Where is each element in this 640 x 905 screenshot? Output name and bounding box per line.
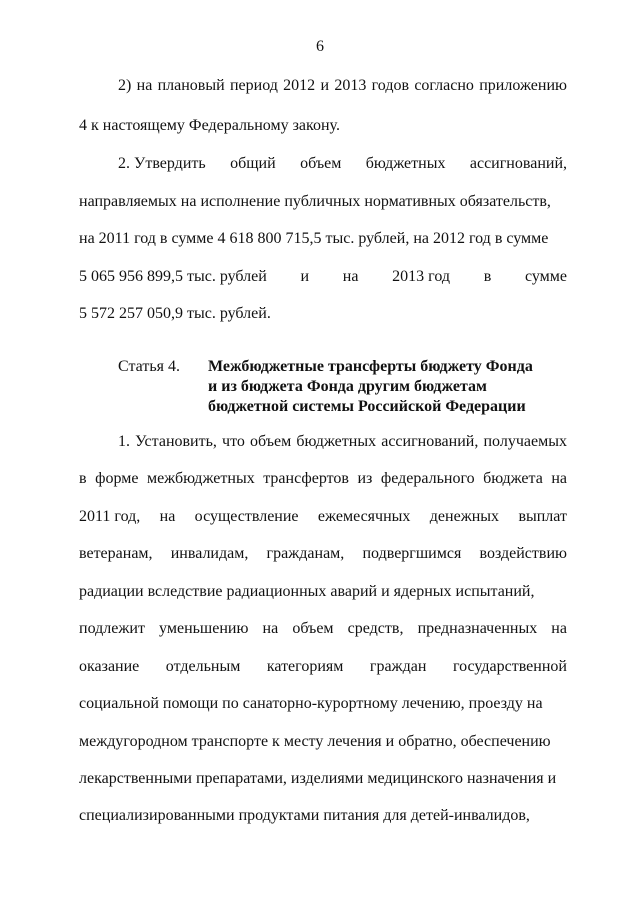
word: уменьшению [159,620,249,637]
word: объем [300,155,342,172]
word: годов [371,77,410,94]
word: период [229,77,278,94]
word: и [320,77,330,94]
word: выплат [518,508,567,525]
word: 2013 год [392,268,450,285]
word: на [136,77,153,94]
text-line: направляемых на исполнение публичных нормативных обязательств, [79,193,551,210]
article-title-line: бюджетной системы Российской Федерации [208,398,526,415]
word: 2) [118,77,132,94]
word: бюджетных [296,433,377,450]
word: на [159,508,176,525]
word: воздействию [479,545,567,562]
word: сумме [524,268,567,285]
word: подлежит [79,620,145,637]
word: бюджета [483,470,543,487]
word: межбюджетных [146,470,255,487]
word: 2012 [283,77,316,94]
word: 2. Утвердить [118,155,206,172]
text-line: специализированными продуктами питания для детей-инвалидов, [79,807,530,824]
word: получаемых [483,433,567,450]
word: гражданам, [266,545,345,562]
text-line [118,432,567,452]
word: объем [250,433,292,450]
word: федерального [380,470,475,487]
word: ветеранам, [79,545,153,562]
word: бюджетных [365,155,446,172]
text-line: 4 к настоящему Федеральному закону. [79,117,340,134]
word: государственной [452,658,567,675]
word: осуществление [194,508,299,525]
word: на [551,620,567,637]
word: Установить, [135,433,217,450]
text-line [118,154,567,174]
word: инвалидам, [170,545,249,562]
word: оказание [79,658,140,675]
word: что [222,433,245,450]
word: средств, [347,620,404,637]
page-number: 6 [316,38,324,55]
text-line [79,469,567,489]
word: в [483,268,492,285]
article-title-line: Межбюджетные трансферты бюджету Фонда [208,358,533,375]
word: категориям [266,658,344,675]
article-label: Статья 4. [118,358,180,375]
text-line [79,507,567,527]
text-line [118,76,567,96]
text-line [79,657,567,677]
text-line: междугородном транспорте к месту лечения и обратно, обеспечению [79,733,551,750]
word: трансфертов [263,470,349,487]
article-title-line: и из бюджета Фонда другим бюджетам [208,378,487,395]
word: 2013 [334,77,367,94]
word: подвергшимся [362,545,462,562]
word: на [342,268,359,285]
word: плановый [157,77,225,94]
word: общий [230,155,276,172]
word: ассигнований, [469,155,567,172]
word: 5 065 956 899,5 тыс. рублей [79,268,267,285]
word: объем [292,620,334,637]
word: отдельным [165,658,241,675]
word: приложению [479,77,567,94]
text-line: 5 572 257 050,9 тыс. рублей. [79,305,271,322]
word: форме [95,470,139,487]
word: 1. [118,433,130,450]
text-line: социальной помощи по санаторно-курортному лечению, проезду на [79,695,543,712]
text-line: на 2011 год в сумме 4 618 800 715,5 тыс. рублей, на 2012 год в сумме [79,230,549,247]
text-line [79,267,567,287]
word: на [262,620,279,637]
word: граждан [369,658,427,675]
word: денежных [429,508,500,525]
text-line [79,619,567,639]
text-line [79,544,567,564]
word: и [300,268,310,285]
word: ассигнований, [381,433,479,450]
text-line: радиации вследствие радиационных аварий и ядерных испытаний, [79,583,535,600]
word: согласно [414,77,474,94]
word: в [79,470,87,487]
text-line: лекарственными препаратами, изделиями медицинского назначения и [79,770,557,787]
word: из [357,470,373,487]
word: 2011 год, [79,508,141,525]
word: предназначенных [417,620,538,637]
word: ежемесячных [317,508,411,525]
word: на [551,470,567,487]
